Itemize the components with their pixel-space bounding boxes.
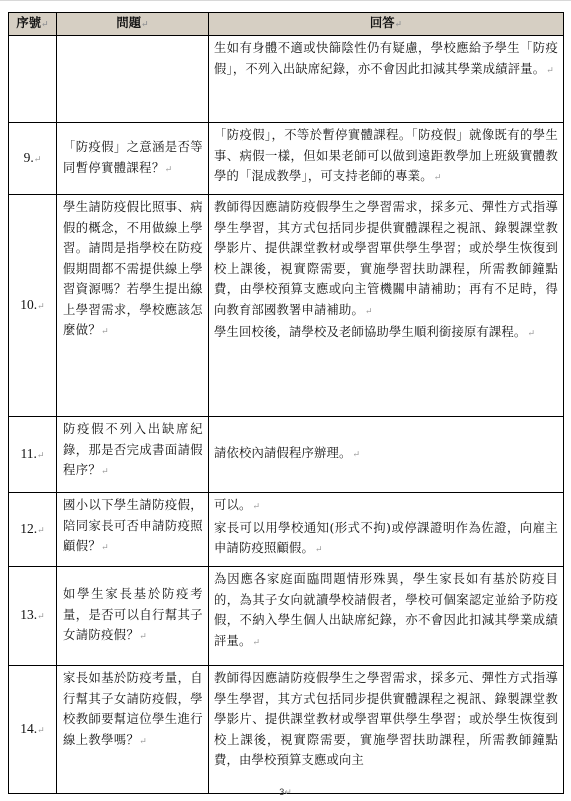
row-question: 學生請防疫假比照事、病假的概念，不用做線上學習。請問是指學校在防疫假期間都不需提供線上學習資源嗎？若學生提出線上學習需求，學校應該怎麼做？↵	[57, 195, 209, 417]
row-question: 國小以下學生請防疫假，陪同家長可否申請防疫照顧假？↵	[57, 493, 209, 567]
row-question: 家長如基於防疫考量，自行幫其子女請防疫假，學校教師要幫這位學生進行線上教學嗎？↵	[57, 666, 209, 794]
table-row	[9, 195, 564, 417]
row-question: 防疫假不列入出缺席紀錄，那是否完成書面請假程序？↵	[57, 417, 209, 493]
header-no: 序號↵	[9, 13, 57, 36]
row-number: 14.↵	[9, 666, 57, 794]
row-number: 10.↵	[9, 195, 57, 417]
row-answer	[209, 36, 564, 123]
row-number: 9.↵	[9, 123, 57, 195]
page-top-edge	[0, 0, 571, 6]
answer-paragraph: 為因應各家庭面臨問題情形殊異，學生家長如有基於防疫目的，為其子女向就讀學校請假者，學校可個案認定並給予防疫假，不納入學生個人出缺席紀錄，亦不會因此扣減其學業成績評量。 ↵	[214, 569, 558, 653]
table-row	[9, 123, 564, 195]
header-question: 問題↵	[57, 13, 209, 36]
table-row	[9, 567, 564, 666]
row-number: 13.↵	[9, 567, 57, 666]
row-question	[57, 36, 209, 123]
answer-paragraph: 可以。 ↵	[214, 495, 558, 518]
answer-paragraph: 生如有身體不適或快篩陰性仍有疑慮，學校應給予學生「防疫假」，不列入出缺席紀錄，亦不會因此扣減其學業成績評量。 ↵	[214, 38, 558, 81]
table-row	[9, 493, 564, 567]
answer-paragraph: 教師得因應請防疫假學生之學習需求，採多元、彈性方式指導學生學習，其方式包括同步提供實體課程之視訊、錄製課堂教學影片、提供課堂教材或學習單供學生學習；或於學生恢復到校上課後，視實際需要，實施學習扶助課程，所需教師鐘點費，由學校預算支應或向主	[214, 671, 558, 767]
faq-table	[8, 12, 564, 794]
table-row	[9, 36, 564, 123]
row-answer	[209, 123, 564, 195]
row-answer	[209, 417, 564, 493]
row-question: 如學生家長基於防疫考量，是否可以自行幫其子女請防疫假？↵	[57, 567, 209, 666]
answer-paragraph: 學生回校後，請學校及老師協助學生順利銜接原有課程。 ↵	[214, 322, 558, 345]
answer-paragraph: 「防疫假」，不等於暫停實體課程。「防疫假」就像既有的學生事、病假一樣，但如果老師可以做到遠距教學加上班級實體教學的「混成教學」，可支持老師的專業。 ↵	[214, 125, 558, 189]
row-number: 12.↵	[9, 493, 57, 567]
table-row	[9, 666, 564, 794]
row-answer	[209, 666, 564, 794]
header-answer: 回答↵	[209, 13, 564, 36]
row-answer	[209, 195, 564, 417]
table-row	[9, 417, 564, 493]
answer-paragraph: 家長可以用學校通知(形式不拘)或停課證明作為佐證，向雇主申請防疫照顧假。 ↵	[214, 518, 558, 561]
table-header-row	[9, 13, 564, 36]
answer-paragraph: 請依校內請假程序辦理。 ↵	[214, 443, 558, 466]
row-question: 「防疫假」之意涵是否等同暫停實體課程？↵	[57, 123, 209, 195]
row-answer	[209, 493, 564, 567]
page-number: 3↵	[279, 787, 292, 797]
row-number: 11.↵	[9, 417, 57, 493]
row-answer	[209, 567, 564, 666]
row-number	[9, 36, 57, 123]
answer-paragraph: 教師得因應請防疫假學生之學習需求，採多元、彈性方式指導學生學習，其方式包括同步提供實體課程之視訊、錄製課堂教學影片、提供課堂教材或學習單供學生學習；或於學生恢復到校上課後，視實際需要，實施學習扶助課程，所需教師鐘點費，由學校預算支應或向主管機關申請補助；再有不足時，得向教育部國教署申請補助。 ↵	[214, 197, 558, 322]
